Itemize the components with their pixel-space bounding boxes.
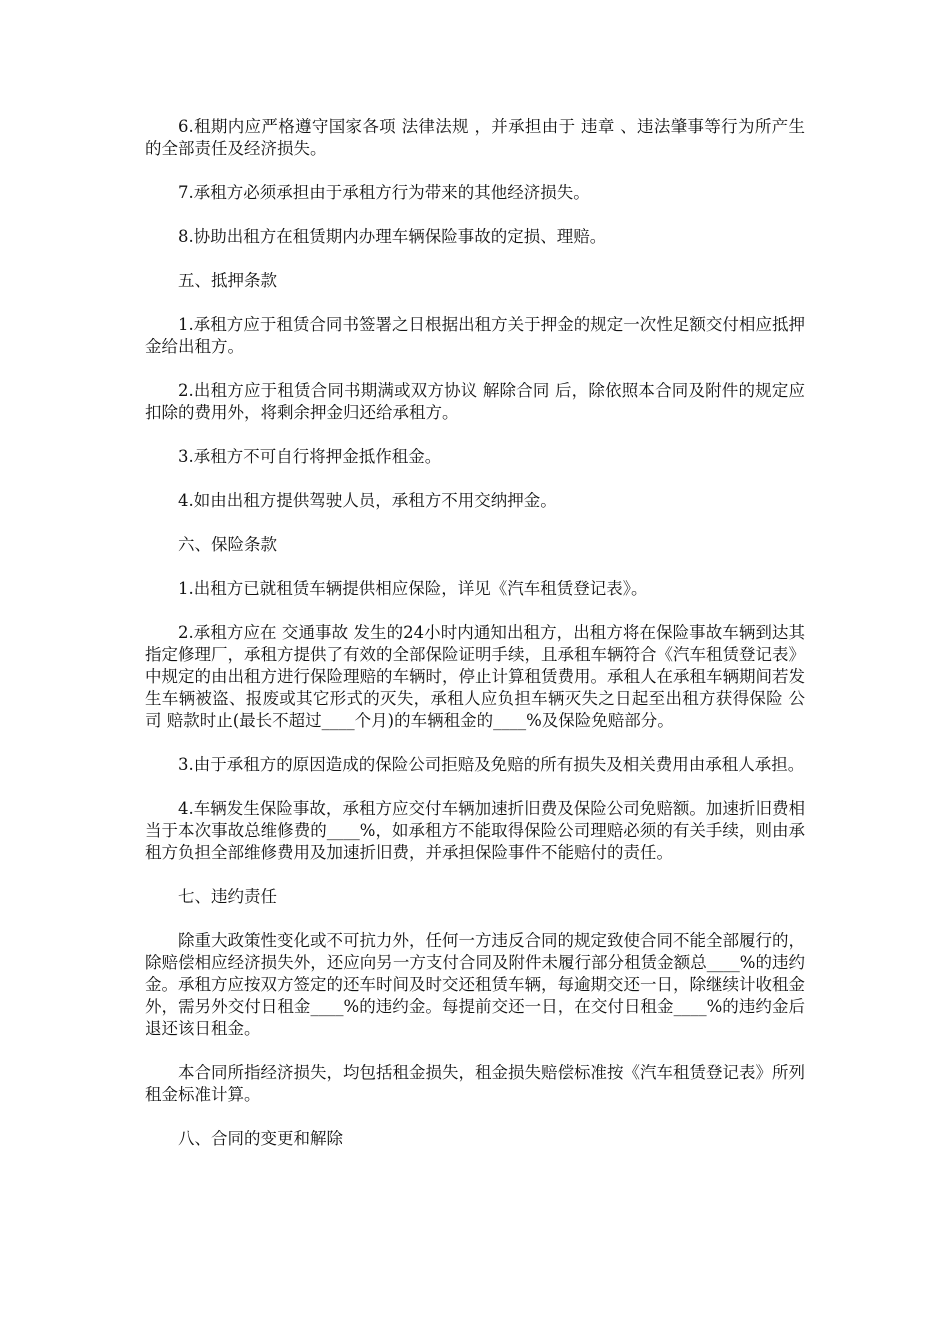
clause-5-4: 4.如由出租方提供驾驶人员，承租方不用交纳押金。 xyxy=(178,491,557,510)
clause-4-8: 8.协助出租方在租赁期内办理车辆保险事故的定损、理赔。 xyxy=(178,227,607,246)
clause-5-2: 2.出租方应于租赁合同书期满或双方协议 解除合同 后，除依照本合同及附件的规定应扣除的费用外，将剩余押金归还给承租方。 xyxy=(145,381,805,422)
section-heading-7: 七、违约责任 xyxy=(178,887,277,906)
section-heading-6: 六、保险条款 xyxy=(178,535,277,554)
section-heading-5: 五、抵押条款 xyxy=(178,271,277,290)
clause-6-1: 1.出租方已就租赁车辆提供相应保险，详见《汽车租赁登记表》。 xyxy=(178,579,648,598)
clause-4-6: 6.租期内应严格遵守国家各项 法律法规 ，并承担由于 违章 、违法肇事等行为所产生的全部责任及经济损失。 xyxy=(145,117,805,158)
clause-6-2: 2.承租方应在 交通事故 发生的24小时内通知出租方，出租方将在保险事故车辆到达其指定修理厂，承租方提供了有效的全部保险证明手续，且承租车辆符合《汽车租赁登记表》中规定的由出租方进行保险理赔的车辆时，停止计算租赁费用。承租人在承租车辆期间若发生车辆被盗、报废或其它形式的灭失，承租人应负担车辆灭失之日起至出租方获得保险 公司 赔款时止(最长不超过____个月)的车辆租金的____%及保险免赔部分。 xyxy=(145,623,805,730)
clause-6-3: 3.由于承租方的原因造成的保险公司拒赔及免赔的所有损失及相关费用由承租人承担。 xyxy=(178,755,805,774)
clause-5-1: 1.承租方应于租赁合同书签署之日根据出租方关于押金的规定一次性足额交付相应抵押金给出租方。 xyxy=(145,315,805,356)
clause-6-4: 4.车辆发生保险事故，承租方应交付车辆加速折旧费及保险公司免赔额。加速折旧费相当于本次事故总维修费的____%，如承租方不能取得保险公司理赔必须的有关手续，则由承租方负担全部维修费用及加速折旧费，并承担保险事件不能赔付的责任。 xyxy=(145,799,805,862)
clause-5-3: 3.承租方不可自行将押金抵作租金。 xyxy=(178,447,442,466)
clause-7-1: 除重大政策性变化或不可抗力外，任何一方违反合同的规定致使合同不能全部履行的，除赔偿相应经济损失外，还应向另一方支付合同及附件未履行部分租赁金额总____%的违约金。承租方应按双方签定的还车时间及时交还租赁车辆，每逾期交还一日，除继续计收租金外，需另外交付日租金____%的违约金。每提前交还一日，在交付日租金____%的违约金后退还该日租金。 xyxy=(145,931,805,1038)
clause-7-2: 本合同所指经济损失，均包括租金损失，租金损失赔偿标准按《汽车租赁登记表》所列租金标准计算。 xyxy=(145,1063,805,1104)
section-heading-8: 八、合同的变更和解除 xyxy=(178,1129,343,1148)
document-page xyxy=(145,116,805,1172)
clause-4-7: 7.承租方必须承担由于承租方行为带来的其他经济损失。 xyxy=(178,183,590,202)
